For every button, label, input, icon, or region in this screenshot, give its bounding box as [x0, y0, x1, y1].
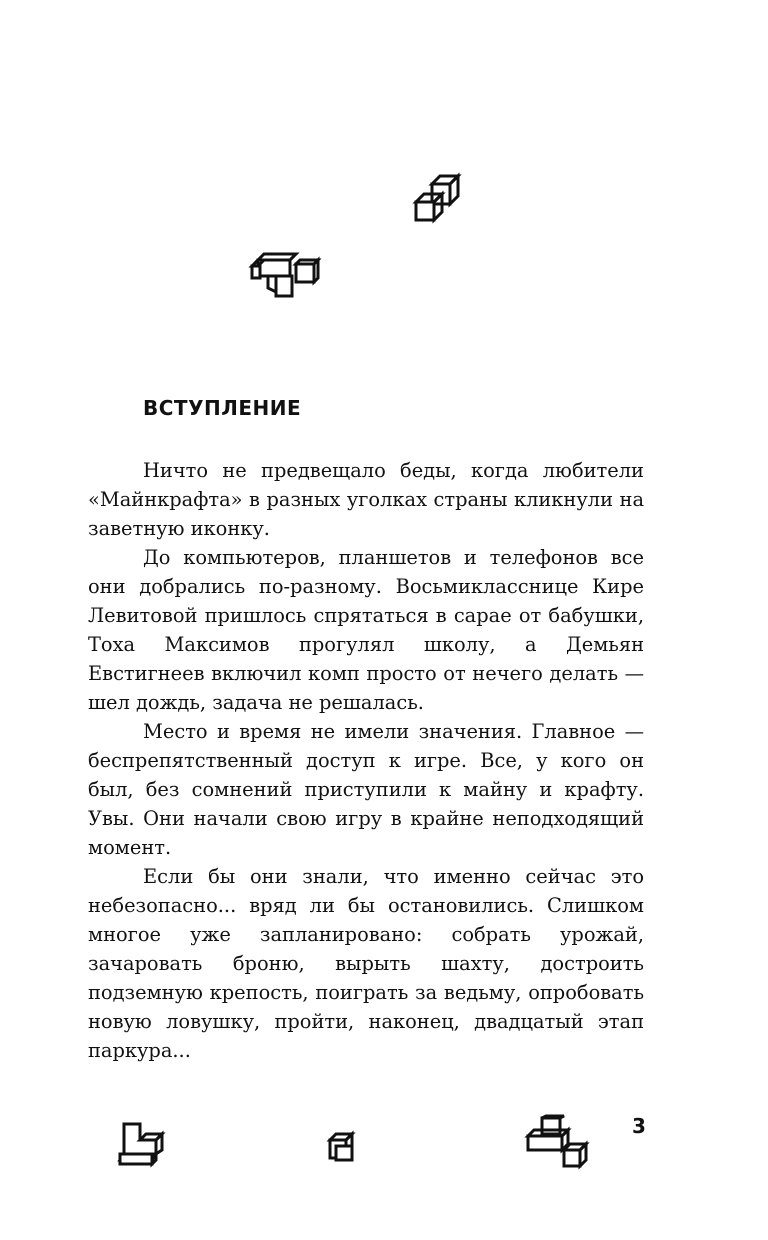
chapter-title: ВСТУПЛЕНИЕ — [143, 396, 302, 420]
paragraph: Если бы они знали, что именно сейчас это небезопасно... вряд ли бы остановились. Слишком многое уже запланировано: собрать урожай, зачаровать броню, вырыть шахту, достроить подземную крепость, поиграть за ведьму, опробовать новую ловушку, пройти, наконец, двадцатый этап паркура... — [88, 865, 644, 1062]
paragraph: Место и время не имели значения. Главное — беспрепятственный доступ к игре. Все, у кого он был, без сомнений приступили к майну и крафту. Увы. Они начали свою игру в крайне неподходящий момент. — [88, 720, 644, 859]
stair-block-icon — [116, 1120, 170, 1168]
single-cube-icon — [326, 1130, 358, 1164]
paragraph: До компьютеров, планшетов и телефонов все они добрались по-разному. Восьмикласснице Кире Левитовой пришлось спрятаться в сарае от бабушки, Тоха Максимов прогулял школу, а Демьян Евстигнеев включил комп просто от нечего делать — шел дождь, задача не решалась. — [88, 546, 644, 714]
cube-cluster-icon — [524, 1112, 590, 1170]
chapter-body — [88, 456, 644, 1065]
floating-cubes-icon — [248, 250, 322, 302]
paragraph: Ничто не предвещало беды, когда любители «Майнкрафта» в разных уголках страны кликнули на заветную иконку. — [88, 459, 644, 540]
page-number: 3 — [632, 1114, 646, 1138]
cube-stack-icon — [412, 172, 464, 226]
